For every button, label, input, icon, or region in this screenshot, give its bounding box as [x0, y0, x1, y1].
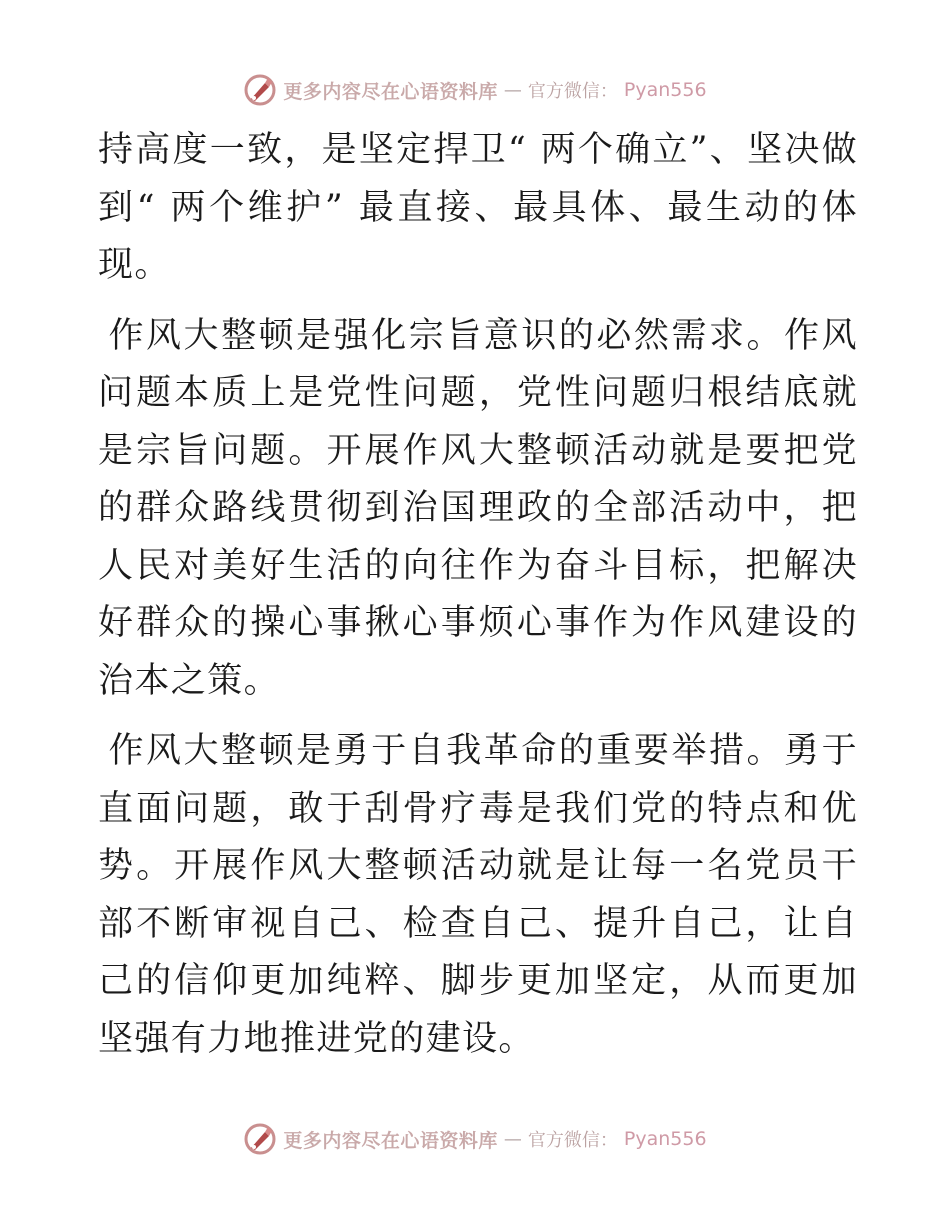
document-body [98, 122, 858, 1068]
watermark-label: 官方微信： [527, 81, 618, 102]
paragraph-continuation: 持高度一致，是坚定捍卫“ 两个确立”、坚决做到“ 两个维护” 最直接、最具体、最生动的体现。 [98, 130, 858, 285]
watermark-wechat-id: Pyan556 [623, 79, 707, 101]
watermark-dash: — [503, 79, 522, 101]
paragraph-purpose-awareness: 作风大整顿是强化宗旨意识的必然需求。作风问题本质上是党性问题，党性问题归根结底就是宗旨问题。开展作风大整顿活动就是要把党的群众路线贯彻到治国理政的全部活动中，把人民对美好生活的向往作为奋斗目标，把解决好群众的操心事揪心事烦心事作为作风建设的治本之策。 [98, 315, 858, 701]
watermark-text: 更多内容尽在心语资料库 [283, 1129, 498, 1152]
header-watermark [0, 70, 950, 110]
footer-watermark [0, 1119, 950, 1159]
watermark-label: 官方微信： [527, 1130, 618, 1151]
watermark-wechat-id: Pyan556 [623, 1128, 707, 1150]
pen-logo-icon [243, 1122, 277, 1156]
watermark-text: 更多内容尽在心语资料库 [283, 80, 498, 103]
pen-logo-icon [243, 73, 277, 107]
paragraph-self-revolution: 作风大整顿是勇于自我革命的重要举措。勇于直面问题，敢于刮骨疗毒是我们党的特点和优势。开展作风大整顿活动就是让每一名党员干部不断审视自己、检查自己、提升自己，让自己的信仰更加纯粹、脚步更加坚定，从而更加坚强有力地推进党的建设。 [98, 731, 858, 1059]
watermark-dash: — [503, 1128, 522, 1150]
